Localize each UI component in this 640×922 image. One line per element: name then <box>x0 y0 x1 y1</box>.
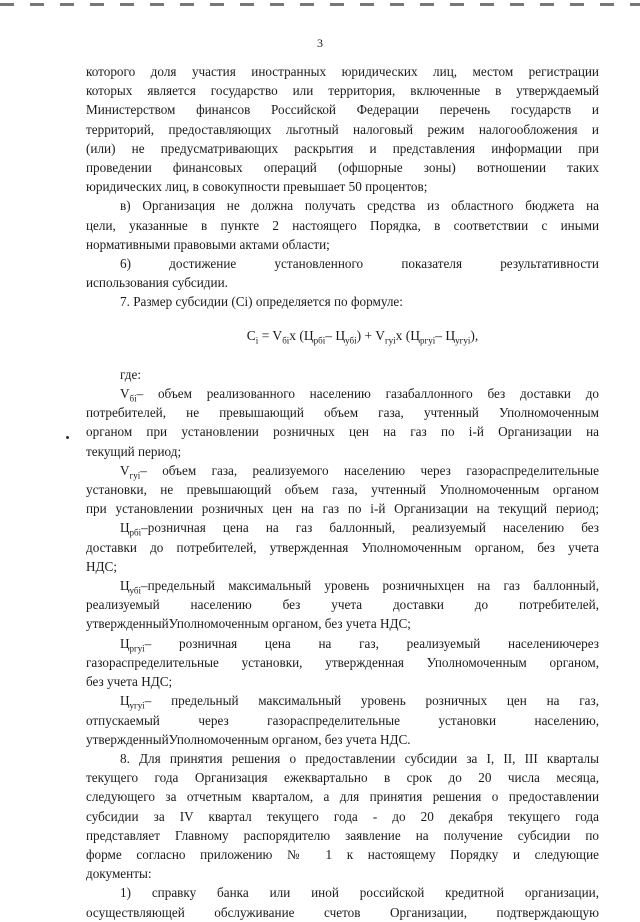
text-line: при установлении розничных цен на газ по i-й Организации на текущий период; <box>86 501 599 517</box>
definition-crg: $Ц_{ргуi}-$ розничная цена на газ, реализуемый населениючерез <box>120 635 599 654</box>
definition-cug: $Ц_{угуi}-$ предельный максимальный уровень розничных цен на газ, <box>120 693 599 711</box>
text-line: территорий, предоставляющих льготный налоговый режим налогообложения и <box>86 121 599 137</box>
text-line: которых является государство или территория, включенные в утверждаемый <box>86 83 599 99</box>
text-line: осуществляющей обслуживание счетов Организации, подтверждающую <box>86 904 599 920</box>
text-line: представляет Главному распорядителю заявление на получение субсидии по <box>86 827 599 843</box>
text-line: установки, не превышающий объем газа, учтенный Уполномоченным органом <box>86 482 599 498</box>
definition-crb: $Ц_{рбi}$–розничная цена на газ баллонный, реализуемый населению без <box>120 520 599 539</box>
text-line: нормативными правовыми актами области; <box>86 236 330 252</box>
text-line: использования субсидии. <box>86 275 228 291</box>
text-line: форме согласно приложению № 1 к настоящему Порядку и следующие <box>86 846 599 862</box>
text-line: 6) достижение установленного показателя результативности <box>120 256 599 272</box>
definition-cub: $Ц_{убi}$–предельный максимальный уровень розничныхцен на газ баллонный, <box>120 578 599 596</box>
text-line: утвержденныйУполномоченным органом, без учета НДС. <box>86 731 411 747</box>
definition-vb: $V_{бi}-$ объем реализованного населению газабаллонного без доставки до <box>120 386 599 404</box>
paragraph-7: 7. Размер субсидии (Ci) определяется по формуле: <box>120 294 403 310</box>
text-line: без учета НДС; <box>86 674 173 690</box>
text-line: текущий период; <box>86 443 182 459</box>
text-line: субсидии за IV квартал текущего года - до 20 декабря текущего года <box>86 808 599 824</box>
subsidy-formula: $C_i = V_{бi}x$ ($Ц_{рбi}-$ $Ц_{убi}) + V_{гуi}x$ ($Ц_{ргуi}-$ $Ц_{угуi}$), <box>246 327 479 346</box>
text-line: проведении финансовых операций (офшорные зоны) вотношении таких <box>86 160 599 176</box>
where-label: где: <box>120 366 141 382</box>
scan-edge-marks <box>0 3 640 6</box>
text-line: юридических лиц, в совокупности превышает 50 процентов; <box>86 179 428 195</box>
document-body <box>86 62 599 922</box>
text-line: доставки до потребителей, утвержденная Уполномоченным органом, без учета <box>86 539 599 555</box>
text-line: утвержденныйУполномоченным органом, без учета НДС; <box>86 616 411 632</box>
text-line: документы: <box>86 866 152 882</box>
page-number: 3 <box>317 36 323 50</box>
text-line: в) Организация не должна получать средства из областного бюджета на <box>120 198 599 214</box>
text-line: реализуемый населению без учета доставки до потребителей, <box>86 597 599 613</box>
text-line: отпускаемый через газораспределительные установки населению, <box>86 712 599 728</box>
text-line: цели, указанные в пункте 2 настоящего Порядка, в соответствии с иными <box>86 217 599 233</box>
text-line: (или) не предусматривающих раскрытия и представления информации при <box>86 140 599 156</box>
scan-speck <box>66 436 69 439</box>
paragraph-8: 8. Для принятия решения о предоставлении субсидии за I, II, III кварталы <box>120 750 599 766</box>
text-line: органом при установлении розничных цен на газ по i-й Организации на <box>86 424 599 440</box>
text-line: потребителей, не превышающий объем газа, учтенный Уполномоченным <box>86 405 599 421</box>
text-line: газораспределительные установки, утвержденная Уполномоченным органом, <box>86 654 599 670</box>
text-line: следующего за отчетным кварталом, а для принятия решения о предоставлении <box>86 789 599 805</box>
text-line: НДС; <box>86 558 117 574</box>
definition-vg: $V_{гуi}-$ объем газа, реализуемого населению через газораспределительные <box>120 462 599 481</box>
text-line: текущего года Организация ежеквартально в срок до 20 числа месяца, <box>86 770 599 786</box>
text-line: Министерством финансов Российской Федерации перечень государств и <box>86 102 599 118</box>
text-line: которого доля участия иностранных юридических лиц, местом регистрации <box>86 64 599 79</box>
list-item-1: 1) справку банка или иной российской кредитной организации, <box>120 885 599 901</box>
